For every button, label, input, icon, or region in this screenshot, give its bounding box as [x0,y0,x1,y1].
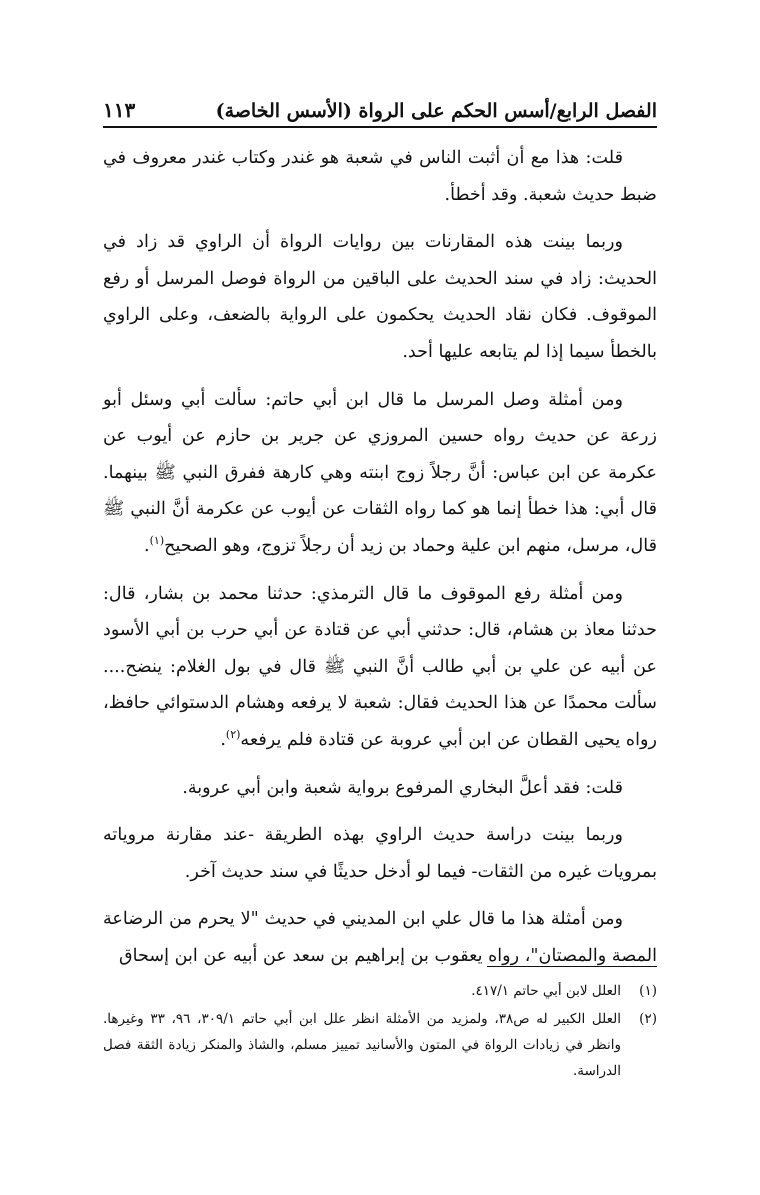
paragraph-text: وربما بينت هذه المقارنات بين روايات الرواة أن الراوي قد زاد في الحديث: زاد في سند الحديث على الباقين من الرواة فوصل المرسل أو رفع الموقوف. فكان نقاد الحديث يحكمون على الرواية بالضعف، وعلى الراوي بالخطأ سيما إذا لم يتابعه عليها أحد. [103,232,657,362]
paragraph [103,224,657,370]
paragraph-text: ومن أمثلة وصل المرسل ما قال ابن أبي حاتم: سألت أبي وسئل أبو زرعة عن حديث رواه حسين المروزي عن جرير بن حازم عن أيوب عن عكرمة عن ابن عباس: أنَّ رجلاً زوج ابنته وهي كارهة ففرق النبي ﷺ بينهما. قال أبي: هذا خطأ إنما هو كما رواه الثقات عن أيوب عن عكرمة أنَّ النبي ﷺ قال، مرسل، منهم ابن علية وحماد بن زيد أن رجلاً تزوج، وهو الصحيح [103,389,657,556]
sentence-end: . [144,535,150,556]
page-header [103,88,657,128]
paragraph-text: قلت: هذا مع أن أثبت الناس في شعبة هو غندر وكتاب غندر معروف في ضبط حديث شعبة. وقد أخطأ. [103,148,657,205]
footnotes [103,978,657,1086]
paragraph-text: وربما بينت دراسة حديث الراوي بهذه الطريقة -عند مقارنة مروياته بمرويات غيره من الثقات- فيما لو أدخل حديثًا في سند حديث آخر. [103,825,657,882]
paragraph-text: ومن أمثلة رفع الموقوف ما قال الترمذي: حدثنا محمد بن بشار، قال: حدثنا معاذ بن هشام، قال: حدثني أبي عن قتادة عن أبي حرب بن أبي الأسود عن أبيه عن علي بن أبي طالب أنَّ النبي ﷺ قال في بول الغلام: ينضح.... سألت محمدًا عن هذا الحديث فقال: شعبة لا يرفعه وهشام الدستوائي حافظ، رواه يحيى القطان عن ابن أبي عروبة عن قتادة فلم يرفعه [103,583,657,750]
sentence-end: . [220,729,226,750]
footnote-ref: (٢) [225,728,241,742]
paragraph-text: ومن أمثلة هذا ما قال علي ابن المديني في حديث "لا يحرم من الرضاعة المصة والمصتان"، رواه يعقوب بن إبراهيم بن سعد عن أبيه عن ابن إسحاق [103,909,657,966]
footnote [103,1006,657,1084]
footnote [103,978,657,1004]
footnote-divider [487,966,657,967]
footnote-number: (١) [639,983,657,999]
main-text [103,140,657,985]
running-title: الفصل الرابع/أسس الحكم على الرواة (الأسس الخاصة) [215,100,657,122]
paragraph-text: قلت: فقد أعلَّ البخاري المرفوع برواية شعبة وابن أبي عروبة. [182,777,623,798]
paragraph [103,817,657,890]
paragraph [103,382,657,565]
page-number: ١١٣ [103,98,136,122]
footnote-text: العلل الكبير له ص٣٨، ولمزيد من الأمثلة انظر علل ابن أبي حاتم ٣٠٩/١، ٩٦، ٣٣ وغيرها. وانظر في زيادات الرواة في المتون والأسانيد تمييز مسلم، والشاذ والمنكر زيادة الثقة فصل الدراسة. [103,1011,621,1079]
paragraph [103,901,657,974]
footnote-number: (٢) [639,1011,657,1027]
paragraph [103,140,657,213]
footnote-ref: (١) [149,534,165,548]
footnote-text: العلل لابن أبي حاتم ٤١٧/١. [471,983,621,999]
paragraph [103,576,657,759]
paragraph [103,770,657,807]
